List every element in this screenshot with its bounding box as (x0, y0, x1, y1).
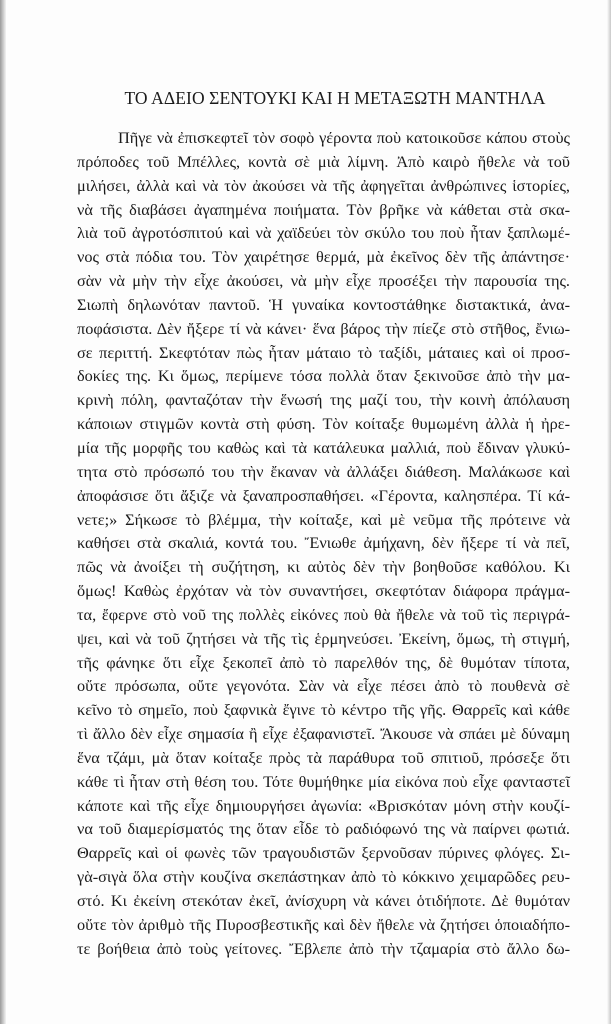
text-line: νος στὰ πόδια του. Τὸν χαιρέτησε θερμά, μὰ ἐκεῖνος δὲν τῆς ἀπάντησε· (77, 247, 570, 267)
text-line: καθήσει στὰ σκαλιά, κοντά του. Ἔνιωθε ἀμήχανη, δὲν ἤξερε τί νὰ πεῖ, (77, 533, 570, 553)
text-line: γὰ-σιγὰ ὅλα στὴν κουζίνα σκεπάστηκαν ἀπὸ τὸ κόκκινο χειμαρῶδες ρευ- (77, 867, 570, 887)
text-line: ψει, καὶ νὰ τοῦ ζητήσει νὰ τῆς τὶς ἑρμηνεύσει. Ἐκείνη, ὅμως, τὴ στιγμή, (77, 628, 570, 648)
text-line: τα, ἔφερνε στὸ νοῦ της πολλὲς εἰκόνες ποὺ θὰ ἤθελε νὰ τοῦ τὶς περιγρά- (77, 604, 570, 624)
text-line: μία τῆς μορφῆς του καθὼς καὶ τὰ κατάλευκα μαλλιά, ποὺ ἔδιναν γλυκύ- (77, 437, 570, 457)
text-line: κρινὴ πόλη, φανταζόταν τὴν ἕνωσή της μαζί του, τὴν κοινὴ ἀπόλαυση (77, 390, 570, 410)
text-line: κεῖνο τὸ σημεῖο, ποὺ ξαφνικὰ ἔγινε τὸ κέντρο τῆς γῆς. Θαρρεῖς καὶ κάθε (77, 700, 570, 720)
text-line: ἀποφάσισε ὅτι ἄξιζε νὰ ξαναπροσπαθήσει. «Γέροντα, καλησπέρα. Τί κά- (77, 485, 570, 505)
text-line: στό. Κι ἐκείνη στεκόταν ἐκεῖ, ἀνίσχυρη νὰ κάνει ὁτιδήποτε. Δὲ θυμόταν (77, 891, 570, 910)
text-line: να τοῦ διαμερίσματός της ὅταν εἶδε τὸ ραδιόφωνό της νὰ παίρνει φωτιά. (77, 819, 570, 839)
text-line: νὰ τῆς διαβάσει ἀγαπημένα ποιήματα. Τὸν βρῆκε νὰ κάθεται στὰ σκα- (77, 199, 570, 219)
text-line: κάποτε καὶ τῆς εἶχε δημιουργήσει ἀγωνία: «Βρισκόταν μόνη στὴν κουζί- (77, 795, 570, 815)
text-line: λιὰ τοῦ ἀγροτόσπιτού καὶ νὰ χαϊδεύει τὸν σκύλο του ποὺ ἦταν ξαπλωμέ- (77, 223, 570, 243)
text-line: νετε;» Σήκωσε τὸ βλέμμα, τὴν κοίταξε, καὶ μὲ νεῦμα τῆς πρότεινε νὰ (77, 509, 570, 529)
scan-edge-shadow (0, 0, 6, 1024)
text-line: Πῆγε νὰ ἐπισκεφτεῖ τὸν σοφὸ γέροντα ποὺ κατοικοῦσε κάπου στοὺς (118, 128, 570, 147)
text-line: μιλήσει, ἀλλὰ καὶ νὰ τὸν ἀκούσει νὰ τῆς ἀφηγεῖται ἀνθρώπινες ἱστορίες, (77, 175, 570, 195)
text-line: ἕνα τζάμι, μὰ ὅταν κοίταξε πρὸς τὰ παράθυρα τοῦ σπιτιοῦ, πρόσεξε ὅτι (77, 747, 570, 767)
text-line: Σιωπὴ δηλωνόταν παντοῦ. Ἡ γυναίκα κοντοστάθηκε διστακτικά, ἀνα- (77, 294, 570, 314)
text-line: κάθε τὶ ἦταν στὴ θέση του. Τότε θυμήθηκε μία εἰκόνα ποὺ εἶχε φανταστεῖ (77, 771, 570, 791)
text-line: σὰν νὰ μὴν τὴν εἶχε ἀκούσει, νὰ μὴν εἶχε προσέξει τὴν παρουσία της. (77, 271, 570, 291)
text-line: τητα στὸ πρόσωπό του τὴν ἔκαναν νὰ ἀλλάξει διάθεση. Μαλάκωσε καὶ (77, 461, 570, 481)
text-line: κάποιων στιγμῶν κοντὰ στὴ φύση. Τὸν κοίταξε θυμωμένη ἀλλὰ ἡ ἠρε- (77, 414, 570, 434)
text-line: τὶ ἄλλο δὲν εἶχε σημασία ἢ εἶχε ἐξαφανιστεῖ. Ἄκουσε νὰ σπάει μὲ δύναμη (77, 724, 570, 744)
text-line: Θαρρεῖς καὶ οἱ φωνὲς τῶν τραγουδιστῶν ξερνοῦσαν πύρινες φλόγες. Σι- (77, 843, 570, 863)
text-line: οὔτε τὸν ἀριθμὸ τῆς Πυροσβεστικῆς καὶ δὲν ἤθελε νὰ ζητήσει ὁποιαδήπο- (77, 914, 570, 934)
text-line: πῶς νὰ ἀνοίξει τὴ συζήτηση, κι αὐτὸς δὲν τὴν βοηθοῦσε καθόλου. Κι (77, 557, 570, 577)
text-line: δοκίες της. Κι ὅμως, περίμενε τόσα πολλὰ ὅταν ξεκινοῦσε ἀπὸ τὴν μα- (77, 366, 570, 386)
body-paragraph (77, 126, 570, 961)
text-line: τῆς φάνηκε ὅτι εἶχε ξεκοπεῖ ἀπὸ τὸ παρελθόν της, δὲ θυμόταν τίποτα, (77, 652, 570, 672)
text-line: ὅμως! Καθὼς ἐρχόταν νὰ τὸν συναντήσει, σκεφτόταν διάφορα πράγμα- (77, 581, 570, 601)
chapter-title: ΤΟ ΑΔΕΙΟ ΣΕΝΤΟΥΚΙ ΚΑΙ Η ΜΕΤΑΞΩΤΗ ΜΑΝΤΗΛΑ (124, 88, 546, 108)
text-line: πρόποδες τοῦ Μπέλλες, κοντὰ σὲ μιὰ λίμνη. Ἀπὸ καιρὸ ἤθελε νὰ τοῦ (77, 151, 570, 171)
text-line: οὔτε πρόσωπα, οὔτε γεγονότα. Σὰν νὰ εἶχε πέσει ἀπὸ τὸ πουθενὰ σὲ (77, 676, 570, 696)
scan-edge-shadow-right (607, 0, 611, 1024)
text-line: σε περιττή. Σκεφτόταν πὼς ἦταν μάταιο τὸ ταξίδι, μάταιες καὶ οἱ προσ- (77, 342, 570, 362)
text-line: ποφάσιστα. Δὲν ἤξερε τί νὰ κάνει· ἕνα βάρος τὴν πίεζε στὸ στῆθος, ἔνιω- (77, 318, 570, 338)
text-line: τε βοήθεια ἀπὸ τοὺς γείτονες. Ἔβλεπε ἀπὸ τὴν τζαμαρία στὸ ἄλλο δω- (77, 938, 570, 958)
